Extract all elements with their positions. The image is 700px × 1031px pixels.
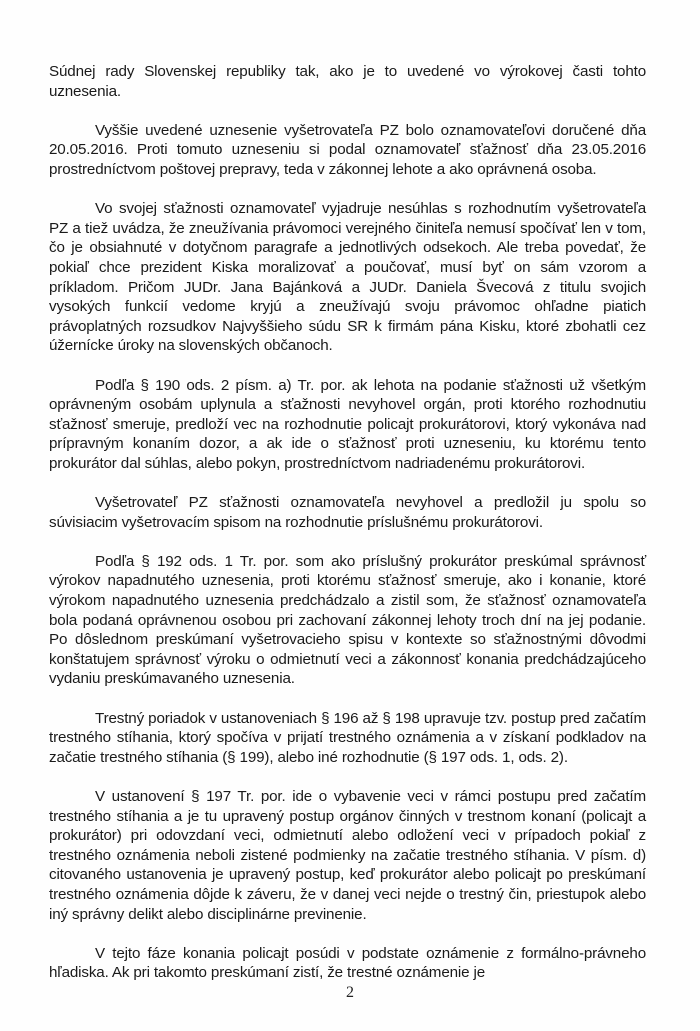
paragraph-formal-legal-assessment: V tejto fáze konania policajt posúdi v podstate oznámenie z formálno-právneho hľadiska. Ak pri takomto preskúmaní zistí, že trestné oznámenie je [49, 944, 646, 982]
paragraph-complaint-content: Vo svojej sťažnosti oznamovateľ vyjadruje nesúhlas s rozhodnutím vyšetrovateľa PZ a tiež uvádza, že zneužívania právomoci verejného činiteľa nemusí spočívať len v tom, čo je obsiahnuté v dotyčnom paragrafe a jednotlivých odsekoch. Ale treba povedať, že pokiaľ chce prezident Kiska moralizovať a poučovať, musí byť on sám vzorom a príkladom. Pričom JUDr. Jana Bajánková a JUDr. Daniela Švecová z titulu svojich vysokých funkcií vedome kryjú a zneužívajú svoju právomoc ohľadne piatich právoplatných rozsudkov Najvyššieho súdu SR k firmám pána Kisku, ktoré zbohatli cez úžernícke úroky na slovenských občanoch. [49, 200, 646, 355]
paragraph-section-197: V ustanovení § 197 Tr. por. ide o vybavenie veci v rámci postupu pred začatím trestného stíhania a je tu upravený postup orgánov činných v trestnom konaní (policajt a prokurátor) pri odovzdaní veci, odmietnutí alebo odložení veci v prípadoch pokiaľ z trestného oznámenia neboli zistené podmienky na začatie trestného stíhania. V písm. d) citovaného ustanovenia je upravený postup, keď prokurátor alebo policajt po preskúmaní trestného oznámenia dôjde k záveru, že v danej veci nejde o trestný čin, priestupok alebo iný správny delikt alebo disciplinárne previnenie. [49, 787, 646, 923]
document-body [49, 62, 646, 1003]
paragraph-delivery-and-complaint: Vyššie uvedené uznesenie vyšetrovateľa PZ bolo oznamovateľovi doručené dňa 20.05.2016. Proti tomuto uzneseniu si podal oznamovateľ sťažnosť dňa 23.05.2016 prostredníctvom poštovej prepravy, teda v zákonnej lehote a ako oprávnená osoba. [49, 121, 646, 178]
page-number: 2 [346, 984, 354, 1001]
paragraph-section-190: Podľa § 190 ods. 2 písm. a) Tr. por. ak lehota na podanie sťažnosti už všetkým oprávneným osobám uplynula a sťažnosti nevyhovel orgán, proti ktorého rozhodnutiu sťažnosť smeruje, predloží vec na rozhodnutie policajt prokurátorovi, ktorý vykonáva nad prípravným konaním dozor, a ak ide o sťažnosť proti uzneseniu, ku ktorému tento prokurátor dal súhlas, alebo pokyn, prostredníctvom nadriadenému prokurátorovi. [49, 376, 646, 472]
paragraph-investigator-forwarding: Vyšetrovateľ PZ sťažnosti oznamovateľa nevyhovel a predložil ju spolu so súvisiacim vyšetrovacím spisom na rozhodnutie príslušnému prokurátorovi. [49, 494, 646, 531]
paragraph-criminal-procedure-196-198: Trestný poriadok v ustanoveniach § 196 až § 198 upravuje tzv. postup pred začatím trestného stíhania, ktorý spočíva v prijatí trestného oznámenia a v získaní podkladov na začatie trestného stíhania (§ 199), alebo iné rozhodnutie (§ 197 ods. 1, ods. 2). [49, 709, 646, 766]
paragraph-section-192-review: Podľa § 192 ods. 1 Tr. por. som ako príslušný prokurátor preskúmal správnosť výrokov napadnutého uznesenia, proti ktorému sťažnosť smeruje, ako i konanie, ktoré výrokom napadnutého uznesenia predchádzalo a zistil som, že sťažnosť oznamovateľa bola podaná oprávnenou osobou pri zachovaní zákonnej lehoty troch dní na jej podanie. Po dôslednom preskúmaní vyšetrovacieho spisu v kontexte so sťažnostnými dôvodmi konštatujem správnosť výroku o odmietnutí veci a zákonnosť konania predchádzajúceho vydaniu preskúmavaného uznesenia. [49, 552, 646, 688]
paragraph-continuation: Súdnej rady Slovenskej republiky tak, ako je to uvedené vo výrokovej časti tohto uznesenia. [49, 63, 646, 100]
